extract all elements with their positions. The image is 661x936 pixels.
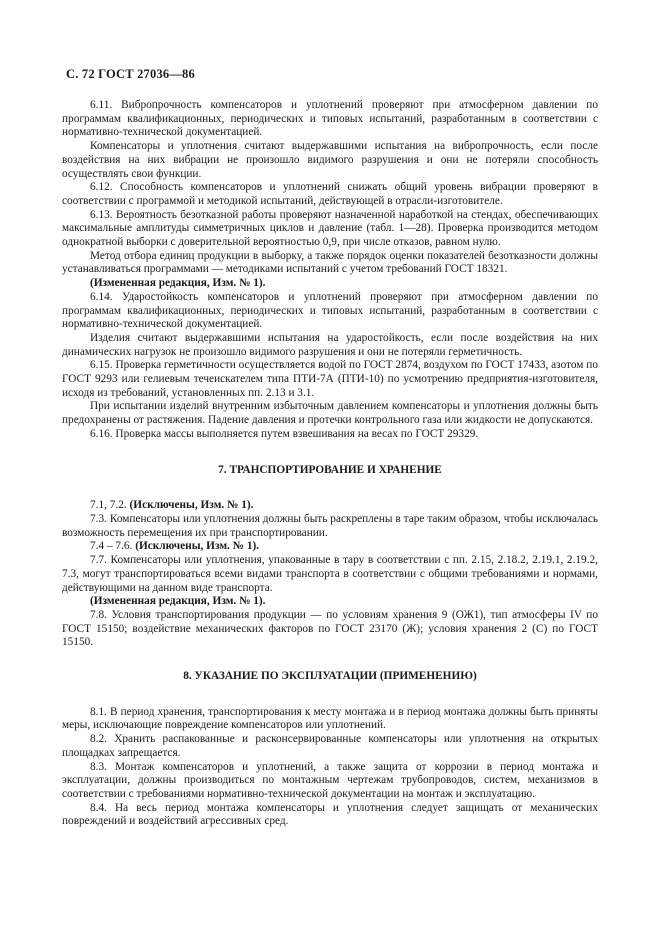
page-header: С. 72 ГОСТ 27036—86 bbox=[66, 67, 195, 81]
paragraph-8-4: 8.4. На весь период монтажа компенсаторы и уплотнения следует защищать от механических повреждений и воздействий агрессивных сред. bbox=[62, 801, 598, 828]
paragraph-7-4-7-6 bbox=[62, 540, 598, 554]
paragraph-6-16: 6.16. Проверка массы выполняется путем взвешивания на весах по ГОСТ 29329. bbox=[90, 427, 479, 440]
paragraph-6-14-criteria: Изделия считают выдержавшими испытания на ударостойкость, если после воздействия на них динамических нагрузок не произошло видимого разрушения и они не потеряли герметичность. bbox=[62, 331, 598, 358]
document-body bbox=[62, 99, 598, 829]
paragraph-8-3: 8.3. Монтаж компенсаторов и уплотнений, а также защита от коррозии в период монтажа и эксплуатации, должны производиться по монтажным чертежам трубопроводов, систем, механизмов в соответствии с требованиями нормативно-технической документации на монтаж и эксплуатацию. bbox=[62, 760, 598, 800]
paragraph-6-15: 6.15. Проверка герметичности осуществляется водой по ГОСТ 2874, воздухом по ГОСТ 17433, азотом по ГОСТ 9293 или гелиевым течеискателем типа ПТИ-7А (ПТИ-10) по усмотрению предприятия-изготовителя, исходя из требований, установленных пп. 2.13 и 3.1. bbox=[62, 359, 598, 399]
clause-number: 7.4 – 7.6. bbox=[90, 540, 136, 553]
paragraph-8-2: 8.2. Хранить распакованные и расконсервированные компенсаторы или уплотнения на открытых площадках запрещается. bbox=[62, 733, 598, 759]
paragraph-8-1: 8.1. В период хранения, транспортирования к месту монтажа и в период монтажа должны быть приняты меры, исключающие повреждение компенсаторов или уплотнений. bbox=[62, 705, 598, 732]
paragraph-6-12: 6.12. Способность компенсаторов и уплотнений снижать общий уровень вибрации проверяют в соответствии с программой и методикой испытаний, действующей в отрасли-изготовителе. bbox=[62, 181, 598, 207]
excluded-note: (Исключены, Изм. № 1). bbox=[135, 540, 260, 553]
section-7-heading: 7. ТРАНСПОРТИРОВАНИЕ И ХРАНЕНИЕ bbox=[218, 463, 442, 476]
paragraph-7-1-7-2 bbox=[62, 499, 598, 513]
paragraph-7-7: 7.7. Компенсаторы или уплотнения, упакованные в тару в соответствии с пп. 2.15, 2.18.2, 2.19.1, 2.19.2, 7.3, могут транспортироваться всеми видами транспорта в соответствии с общими требованиями и нормами, действующими на данном виде транспорта. bbox=[62, 554, 598, 594]
paragraph-6-11: 6.11. Вибропрочность компенсаторов и уплотнений проверяют при атмосферном давлении по программам квалификационных, периодических и типовых испытаний, разработанным в соответствии с нормативно-технической документацией. bbox=[62, 99, 598, 139]
clause-number: 7.1, 7.2. bbox=[90, 499, 130, 512]
paragraph-7-3: 7.3. Компенсаторы или уплотнения должны быть раскреплены в таре таким образом, чтобы исключалась возможность перемещения их при транспортировании. bbox=[62, 512, 598, 539]
paragraph-6-13-method: Метод отбора единиц продукции в выборку, а также порядок оценки показателей безотказности должны устанавливаться программами — методиками испытаний с учетом требований ГОСТ 18321. bbox=[62, 249, 598, 276]
edition-note: (Измененная редакция, Изм. № 1). bbox=[90, 277, 266, 290]
section-8-heading: 8. УКАЗАНИЕ ПО ЭКСПЛУАТАЦИИ (ПРИМЕНЕНИЮ) bbox=[183, 670, 477, 683]
edition-note: (Измененная редакция, Изм. № 1). bbox=[90, 595, 266, 608]
paragraph-6-11-criteria: Компенсаторы и уплотнения считают выдержавшими испытания на вибропрочность, если после воздействия на них вибрации не произошло видимого разрушения и они не потеряли способность осуществлять свои функции. bbox=[62, 140, 598, 180]
paragraph-6-13: 6.13. Вероятность безотказной работы проверяют назначенной наработкой на стендах, обеспечивающих максимальные амплитуды симметричных циклов и давление (табл. 1—28). Проверка производится методом однократной выборки с доверительной вероятностью 0,9, при числе отказов, равном нулю. bbox=[62, 208, 598, 249]
paragraph-6-15-pressure: При испытании изделий внутренним избыточным давлением компенсаторы и уплотнения должны быть предохранены от растяжения. Падение давления и протечки контрольного газа или жидкости не допускаются. bbox=[62, 400, 598, 427]
paragraph-6-14: 6.14. Ударостойкость компенсаторов и уплотнений проверяют при атмосферном давлении по программам квалификационных, периодических и типовых испытаний, разработанным в соответствии с нормативно-технической документацией. bbox=[62, 290, 598, 331]
paragraph-7-8: 7.8. Условия транспортирования продукции — по условиям хранения 9 (ОЖ1), тип атмосферы IV по ГОСТ 15150; воздействие механических факторов по ГОСТ 23170 (Ж); условия хранения 2 (С) по ГОСТ 15150. bbox=[62, 608, 598, 649]
excluded-note: (Исключены, Изм. № 1). bbox=[129, 499, 254, 512]
